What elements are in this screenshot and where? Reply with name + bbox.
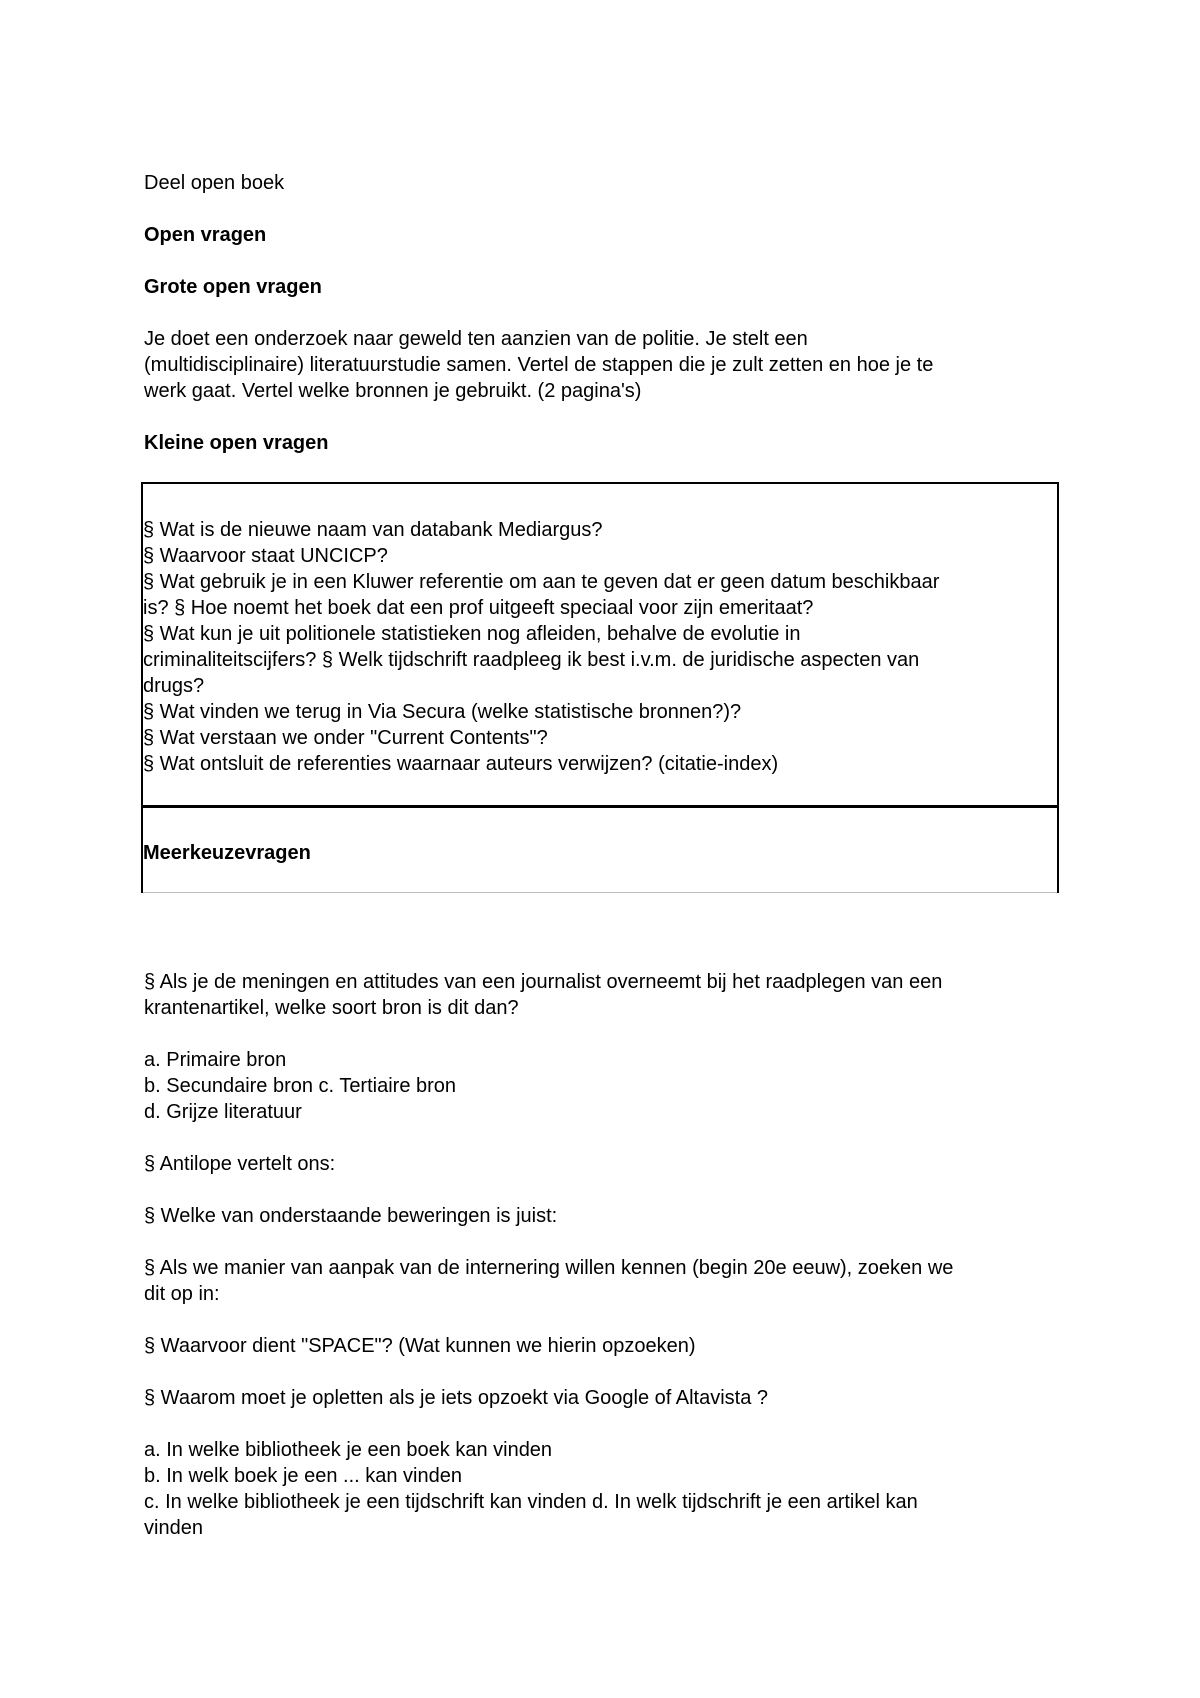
answer-option: b. In welk boek je een ... kan vinden xyxy=(144,1465,462,1487)
mc-question-6-options xyxy=(144,1437,1064,1541)
mc-question-2: § Antilope vertelt ons: xyxy=(144,1153,336,1175)
small-questions-heading: Kleine open vragen xyxy=(144,432,329,454)
mc-question-1 xyxy=(144,969,1064,1021)
part-title: Deel open boek xyxy=(144,172,285,194)
answer-option: c. In welke bibliotheek je een tijdschrift kan vinden d. In welk tijdschrift je een artikel kan xyxy=(144,1491,918,1513)
text-line: (multidisciplinaire) literatuurstudie samen. Vertel de stappen die je zult zetten en hoe je te xyxy=(144,354,934,376)
question-line: § Als we manier van aanpak van de internering willen kennen (begin 20e eeuw), zoeken we xyxy=(144,1257,954,1279)
mc-question-3: § Welke van onderstaande beweringen is juist: xyxy=(144,1205,558,1227)
answer-option: vinden xyxy=(144,1517,203,1539)
question-line: § Wat ontsluit de referenties waarnaar auteurs verwijzen? (citatie-index) xyxy=(143,753,779,775)
answer-option: a. Primaire bron xyxy=(144,1049,287,1071)
mc-question-6: § Waarom moet je opletten als je iets opzoekt via Google of Altavista ? xyxy=(144,1387,769,1409)
question-line: § Wat verstaan we onder "Current Contents"? xyxy=(143,727,548,749)
mc-question-4 xyxy=(144,1255,1064,1307)
question-line: criminaliteitscijfers? § Welk tijdschrift raadpleeg ik best i.v.m. de juridische aspecten van xyxy=(143,649,920,671)
question-line: § Wat is de nieuwe naam van databank Mediargus? xyxy=(143,519,603,541)
question-line: § Wat gebruik je in een Kluwer referentie om aan te geven dat er geen datum beschikbaar xyxy=(143,571,940,593)
text-line: Je doet een onderzoek naar geweld ten aanzien van de politie. Je stelt een xyxy=(144,328,808,350)
question-line: § Wat vinden we terug in Via Secura (welke statistische bronnen?)? xyxy=(143,701,742,723)
small-questions-cell xyxy=(143,484,1057,805)
question-line: krantenartikel, welke soort bron is dit dan? xyxy=(144,997,519,1019)
document-page xyxy=(144,170,1064,1541)
multiple-choice-heading-cell xyxy=(143,805,1057,893)
question-line: is? § Hoe noemt het boek dat een prof uitgeeft speciaal voor zijn emeritaat? xyxy=(143,597,814,619)
big-questions-heading: Grote open vragen xyxy=(144,276,322,298)
question-line: drugs? xyxy=(143,675,205,697)
question-line: dit op in: xyxy=(144,1283,220,1305)
text-line: werk gaat. Vertel welke bronnen je gebruikt. (2 pagina's) xyxy=(144,380,642,402)
question-line: § Als je de meningen en attitudes van een journalist overneemt bij het raadplegen van een xyxy=(144,971,943,993)
small-questions-table xyxy=(141,482,1059,893)
answer-option: a. In welke bibliotheek je een boek kan vinden xyxy=(144,1439,553,1461)
mc-question-1-options xyxy=(144,1047,1064,1125)
open-questions-heading: Open vragen xyxy=(144,224,267,246)
multiple-choice-heading: Meerkeuzevragen xyxy=(143,842,311,864)
question-line: § Wat kun je uit politionele statistieken nog afleiden, behalve de evolutie in xyxy=(143,623,801,645)
answer-option: b. Secundaire bron c. Tertiaire bron xyxy=(144,1075,457,1097)
mc-question-5: § Waarvoor dient "SPACE"? (Wat kunnen we hierin opzoeken) xyxy=(144,1335,696,1357)
big-question-paragraph xyxy=(144,326,1064,404)
question-line: § Waarvoor staat UNCICP? xyxy=(143,545,388,567)
answer-option: d. Grijze literatuur xyxy=(144,1101,302,1123)
